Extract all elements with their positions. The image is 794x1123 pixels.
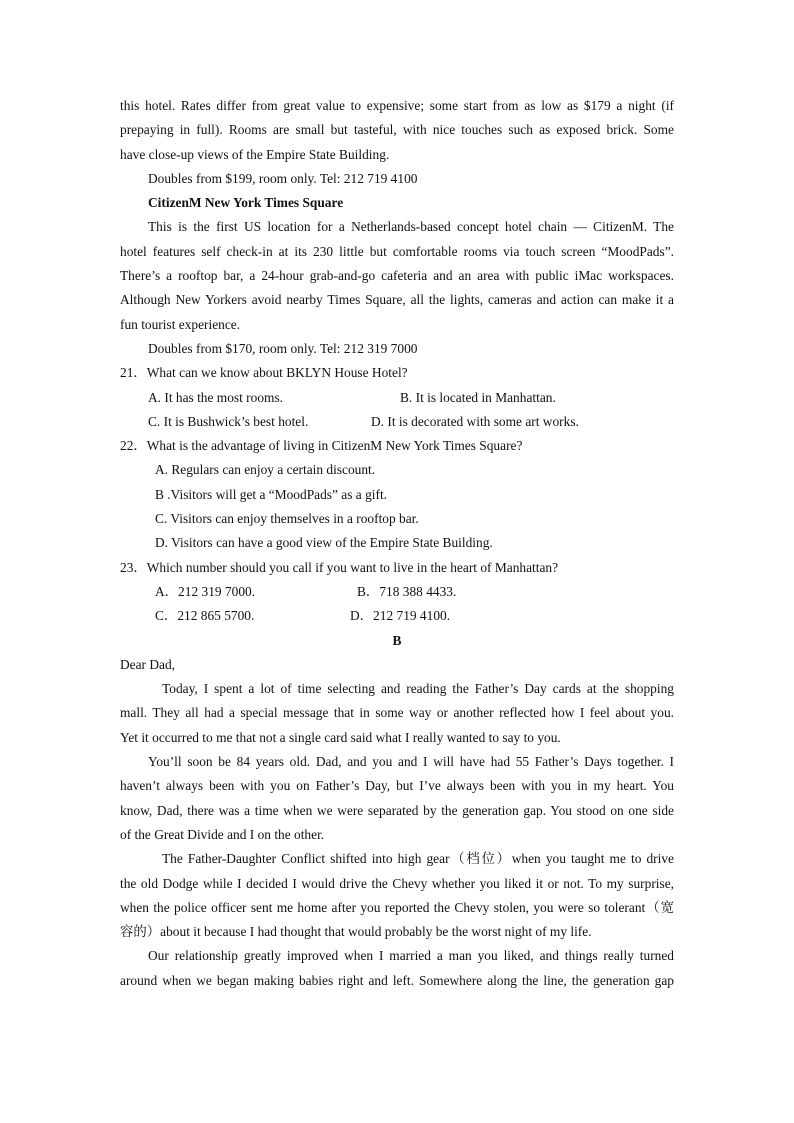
letter-line: Yet it occurred to me that not a single card said what I really wanted to say to you. [120,729,561,745]
option: A. It has the most rooms. [148,389,284,405]
option: D. It is decorated with some art works. [371,413,579,429]
option: C. It is Bushwick’s best hotel. [148,413,309,429]
letter-line: when the police officer sent me home after you reported the Chevy stolen, you were so tolerant（宽 [120,899,674,915]
letter-line: haven’t always been with you on Father’s Day, but I’ve always been with you in my heart. You [120,778,674,794]
question-stem: 22．What is the advantage of living in CitizenM New York Times Square? [120,438,523,454]
option: A．212 319 7000. [155,583,256,599]
option-row [120,604,674,628]
option: B .Visitors will get a “MoodPads” as a gift. [155,486,388,502]
option: D. Visitors can have a good view of the Empire State Building. [155,535,493,551]
letter-line: around when we began making babies right and left. Somewhere along the line, the generation gap [120,972,674,988]
option: B. It is located in Manhattan. [400,389,556,405]
letter-line: the old Dodge while I decided I would drive the Chevy whether you liked it or not. To my surprise, [120,875,674,891]
price-line: Doubles from $199, room only. Tel: 212 719 4100 [148,170,418,186]
letter-line: of the Great Divide and I on the other. [120,826,325,842]
option-row [120,410,674,434]
letter-line: know, Dad, there was a time when we were separated by the generation gap. You stood on one side [120,802,674,818]
question-stem: 21．What can we know about BKLYN House Hotel? [120,365,408,381]
letter-line: Our relationship greatly improved when I married a man you liked, and things really turned [148,948,674,964]
question-stem: 23．Which number should you call if you want to live in the heart of Manhattan? [120,559,559,575]
option: C．212 865 5700. [155,608,255,624]
letter-line: mall. They all had a special message that in some way or another reflected how I feel about you. [120,705,674,721]
passage-line: There’s a rooftop bar, a 24-hour grab-and-go cafeteria and an area with public iMac workspaces. [120,268,674,284]
section-heading: B [392,632,402,648]
option: B．718 388 4433. [357,583,457,599]
document-page [120,94,674,993]
salutation: Dear Dad, [120,656,176,672]
option-row [120,386,674,410]
letter-line: 容的）about it because I had thought that would probably be the worst night of my life. [120,924,592,940]
passage-line: prepaying in full). Rooms are small but tasteful, with nice touches such as exposed brick. Some [120,122,674,138]
option: A. Regulars can enjoy a certain discount. [155,462,376,478]
passage-line: This is the first US location for a Netherlands-based concept hotel chain — CitizenM. The [148,219,674,235]
passage-line: Although New Yorkers avoid nearby Times Square, all the lights, cameras and action can make it a [120,292,674,308]
passage-line: have close-up views of the Empire State Building. [120,146,390,162]
passage-line: this hotel. Rates differ from great value to expensive; some start from as low as $179 a night (if [120,98,674,113]
letter-line: You’ll soon be 84 years old. Dad, and you and I will have had 55 Father’s Days together. I [148,754,674,770]
letter-line: The Father-Daughter Conflict shifted into high gear（档位）when you taught me to drive [162,851,674,867]
hotel-heading: CitizenM New York Times Square [148,195,344,211]
option: C. Visitors can enjoy themselves in a rooftop bar. [155,511,419,527]
letter-line: Today, I spent a lot of time selecting and reading the Father’s Day cards at the shopping [162,681,674,697]
passage-line: fun tourist experience. [120,316,241,332]
passage-line: hotel features self check-in at its 230 little but comfortable rooms via touch screen “MoodPads”. [120,243,674,259]
option-row [120,580,674,604]
price-line: Doubles from $170, room only. Tel: 212 319 7000 [148,340,418,356]
option: D．212 719 4100. [350,608,451,624]
